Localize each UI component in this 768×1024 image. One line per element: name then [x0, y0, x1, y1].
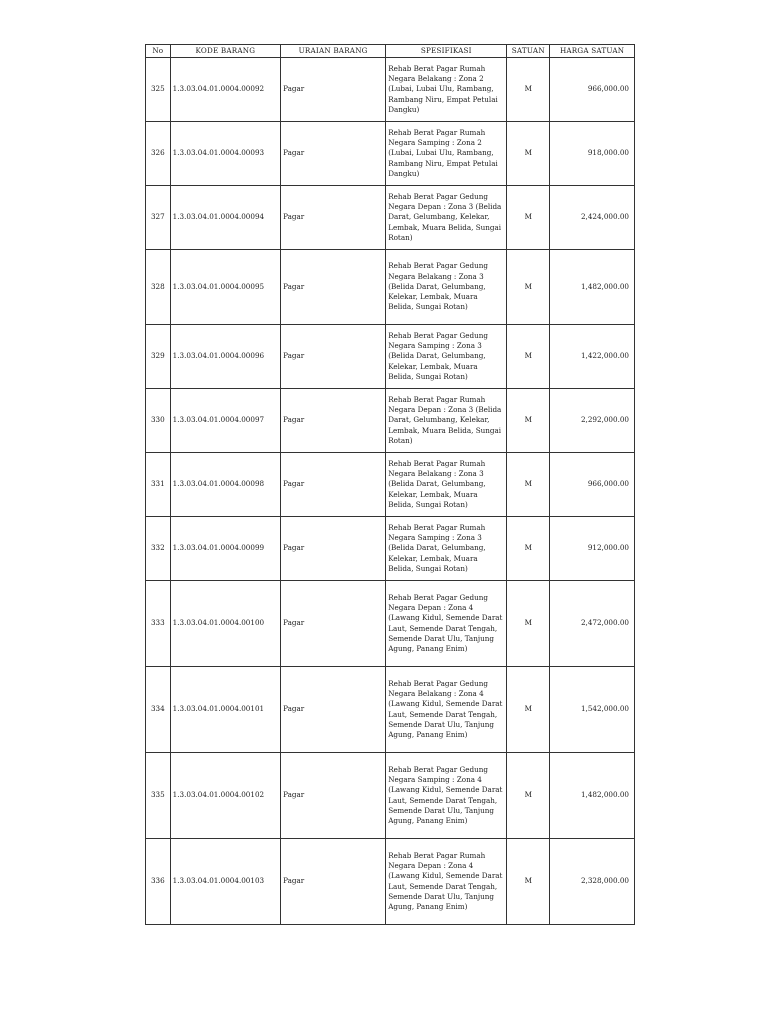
- table-row: [146, 122, 635, 186]
- cell-kode-barang: 1.3.03.04.01.0004.00097: [170, 389, 280, 453]
- cell-harga-satuan: 1,542,000.00: [550, 667, 635, 753]
- cell-no: 334: [146, 667, 171, 753]
- cell-harga-satuan: 918,000.00: [550, 122, 635, 186]
- cell-uraian-barang: Pagar: [281, 753, 386, 839]
- cell-satuan: M: [507, 122, 550, 186]
- cell-uraian-barang: Pagar: [281, 389, 386, 453]
- table-header-row: [146, 45, 635, 58]
- cell-spesifikasi: Rehab Berat Pagar Gedung Negara Depan : Zona 4 (Lawang Kidul, Semende Darat Laut, Semende Darat Tengah, Semende Darat Ulu, Tanjung Agung, Panang Enim): [386, 581, 507, 667]
- cell-satuan: M: [507, 517, 550, 581]
- cell-kode-barang: 1.3.03.04.01.0004.00100: [170, 581, 280, 667]
- cell-satuan: M: [507, 58, 550, 122]
- cell-spesifikasi: Rehab Berat Pagar Gedung Negara Depan : Zona 3 (Belida Darat, Gelumbang, Kelekar, Lembak, Muara Belida, Sungai Rotan): [386, 186, 507, 250]
- cell-harga-satuan: 966,000.00: [550, 453, 635, 517]
- cell-kode-barang: 1.3.03.04.01.0004.00103: [170, 839, 280, 925]
- cell-uraian-barang: Pagar: [281, 58, 386, 122]
- cell-no: 325: [146, 58, 171, 122]
- table-row: [146, 667, 635, 753]
- cell-spesifikasi: Rehab Berat Pagar Rumah Negara Depan : Zona 3 (Belida Darat, Gelumbang, Kelekar, Lembak, Muara Belida, Sungai Rotan): [386, 389, 507, 453]
- table-row: [146, 186, 635, 250]
- table-row: [146, 325, 635, 389]
- cell-spesifikasi: Rehab Berat Pagar Rumah Negara Samping : Zona 3 (Belida Darat, Gelumbang, Kelekar, Lembak, Muara Belida, Sungai Rotan): [386, 517, 507, 581]
- table-row: [146, 250, 635, 325]
- cell-harga-satuan: 2,328,000.00: [550, 839, 635, 925]
- cell-kode-barang: 1.3.03.04.01.0004.00095: [170, 250, 280, 325]
- cell-spesifikasi: Rehab Berat Pagar Rumah Negara Samping : Zona 2 (Lubai, Lubai Ulu, Rambang, Rambang Niru, Empat Petulai Dangku): [386, 122, 507, 186]
- cell-no: 327: [146, 186, 171, 250]
- cell-uraian-barang: Pagar: [281, 325, 386, 389]
- header-spesifikasi: SPESIFIKASI: [386, 45, 507, 58]
- cell-harga-satuan: 2,292,000.00: [550, 389, 635, 453]
- table-row: [146, 517, 635, 581]
- cell-satuan: M: [507, 453, 550, 517]
- cell-no: 335: [146, 753, 171, 839]
- cell-kode-barang: 1.3.03.04.01.0004.00096: [170, 325, 280, 389]
- cell-no: 328: [146, 250, 171, 325]
- price-table: [145, 44, 635, 925]
- cell-satuan: M: [507, 325, 550, 389]
- cell-uraian-barang: Pagar: [281, 667, 386, 753]
- cell-uraian-barang: Pagar: [281, 839, 386, 925]
- header-satuan: SATUAN: [507, 45, 550, 58]
- cell-no: 331: [146, 453, 171, 517]
- table-row: [146, 389, 635, 453]
- cell-kode-barang: 1.3.03.04.01.0004.00093: [170, 122, 280, 186]
- cell-satuan: M: [507, 186, 550, 250]
- table-row: [146, 58, 635, 122]
- cell-harga-satuan: 912,000.00: [550, 517, 635, 581]
- table-row: [146, 581, 635, 667]
- cell-no: 329: [146, 325, 171, 389]
- cell-spesifikasi: Rehab Berat Pagar Rumah Negara Belakang : Zona 3 (Belida Darat, Gelumbang, Kelekar, Lembak, Muara Belida, Sungai Rotan): [386, 453, 507, 517]
- table-row: [146, 839, 635, 925]
- cell-spesifikasi: Rehab Berat Pagar Rumah Negara Depan : Zona 4 (Lawang Kidul, Semende Darat Laut, Semende Darat Tengah, Semende Darat Ulu, Tanjung Agung, Panang Enim): [386, 839, 507, 925]
- cell-spesifikasi: Rehab Berat Pagar Gedung Negara Belakang : Zona 3 (Belida Darat, Gelumbang, Kelekar, Lembak, Muara Belida, Sungai Rotan): [386, 250, 507, 325]
- header-harga-satuan: HARGA SATUAN: [550, 45, 635, 58]
- cell-uraian-barang: Pagar: [281, 453, 386, 517]
- cell-uraian-barang: Pagar: [281, 517, 386, 581]
- cell-spesifikasi: Rehab Berat Pagar Gedung Negara Samping : Zona 3 (Belida Darat, Gelumbang, Kelekar, Lembak, Muara Belida, Sungai Rotan): [386, 325, 507, 389]
- cell-spesifikasi: Rehab Berat Pagar Gedung Negara Belakang : Zona 4 (Lawang Kidul, Semende Darat Laut, Semende Darat Tengah, Semende Darat Ulu, Tanjung Agung, Panang Enim): [386, 667, 507, 753]
- header-kode-barang: KODE BARANG: [170, 45, 280, 58]
- header-uraian-barang: URAIAN BARANG: [281, 45, 386, 58]
- cell-kode-barang: 1.3.03.04.01.0004.00099: [170, 517, 280, 581]
- cell-satuan: M: [507, 753, 550, 839]
- table-row: [146, 453, 635, 517]
- cell-satuan: M: [507, 250, 550, 325]
- cell-kode-barang: 1.3.03.04.01.0004.00102: [170, 753, 280, 839]
- cell-no: 336: [146, 839, 171, 925]
- cell-no: 326: [146, 122, 171, 186]
- cell-harga-satuan: 1,422,000.00: [550, 325, 635, 389]
- cell-satuan: M: [507, 667, 550, 753]
- header-no: No: [146, 45, 171, 58]
- cell-kode-barang: 1.3.03.04.01.0004.00092: [170, 58, 280, 122]
- cell-harga-satuan: 966,000.00: [550, 58, 635, 122]
- table-row: [146, 753, 635, 839]
- cell-harga-satuan: 2,424,000.00: [550, 186, 635, 250]
- cell-harga-satuan: 2,472,000.00: [550, 581, 635, 667]
- cell-no: 333: [146, 581, 171, 667]
- cell-uraian-barang: Pagar: [281, 581, 386, 667]
- cell-spesifikasi: Rehab Berat Pagar Rumah Negara Belakang : Zona 2 (Lubai, Lubai Ulu, Rambang, Rambang Niru, Empat Petulai Dangku): [386, 58, 507, 122]
- cell-uraian-barang: Pagar: [281, 250, 386, 325]
- cell-kode-barang: 1.3.03.04.01.0004.00094: [170, 186, 280, 250]
- cell-uraian-barang: Pagar: [281, 186, 386, 250]
- cell-harga-satuan: 1,482,000.00: [550, 250, 635, 325]
- cell-spesifikasi: Rehab Berat Pagar Gedung Negara Samping : Zona 4 (Lawang Kidul, Semende Darat Laut, Semende Darat Tengah, Semende Darat Ulu, Tanjung Agung, Panang Enim): [386, 753, 507, 839]
- cell-no: 330: [146, 389, 171, 453]
- cell-no: 332: [146, 517, 171, 581]
- cell-satuan: M: [507, 389, 550, 453]
- cell-kode-barang: 1.3.03.04.01.0004.00101: [170, 667, 280, 753]
- cell-satuan: M: [507, 839, 550, 925]
- cell-harga-satuan: 1,482,000.00: [550, 753, 635, 839]
- cell-satuan: M: [507, 581, 550, 667]
- cell-kode-barang: 1.3.03.04.01.0004.00098: [170, 453, 280, 517]
- cell-uraian-barang: Pagar: [281, 122, 386, 186]
